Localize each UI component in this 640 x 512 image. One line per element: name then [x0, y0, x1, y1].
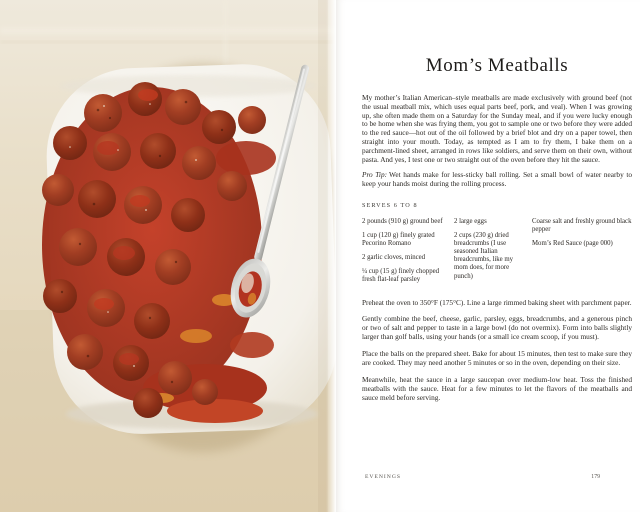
- recipe-intro: My mother’s Italian American–style meatballs are made exclusively with ground beef (not the usual meatball mix, which uses equal parts beef, pork, and veal). When I was growing up, she often made them on a Saturday for the Sunday meal, and if you were lucky enough to be home when she was frying them, you got to sample one or two before they were added to the red sauce—hot out of the oil followed by a brief blot and dry on a paper towel, then straight into your mouth. Today, as tempted as I am to fry them, I bake them on a parchment-lined sheet, arranged in rows like soldiers, and serve them on their own, without pasta. And yes, I test one or two straight out of the oven before they hit the sauce.: [362, 93, 632, 164]
- ingredient: 2 cups (230 g) dried breadcrumbs (I use seasoned Italian breadcrumbs, like my mom does, for more punch): [454, 232, 514, 280]
- ingredients-column-2: [454, 218, 524, 291]
- ingredients-grid: [362, 218, 632, 291]
- page-number: 179: [591, 474, 600, 480]
- ingredient: Mom’s Red Sauce (page 000): [532, 240, 613, 248]
- ingredient: 2 pounds (910 g) ground beef: [362, 217, 443, 225]
- method-step: Gently combine the beef, cheese, garlic, parsley, eggs, breadcrumbs, and a generous pinch or two of salt and pepper to taste in a large bowl (do not overmix). Form into balls slightly larger than golf balls, using your hands (or a small ice cream scoop, if you must).: [362, 314, 632, 342]
- ingredient: 2 garlic cloves, minced: [362, 254, 426, 262]
- ingredient: Coarse salt and freshly ground black pepper: [532, 217, 632, 234]
- method-step: Preheat the oven to 350°F (175°C). Line a large rimmed baking sheet with parchment paper.: [362, 297, 632, 307]
- ingredient: ¼ cup (15 g) finely chopped fresh flat-leaf parsley: [362, 268, 440, 284]
- ingredient: 2 large eggs: [454, 217, 487, 225]
- page-gutter: [318, 0, 336, 512]
- serves-line: SERVES 6 TO 8: [362, 201, 418, 209]
- text-column: [362, 0, 632, 403]
- method-steps: [362, 299, 632, 403]
- ingredients-column-1: [362, 218, 446, 291]
- method-step: Meanwhile, heat the sauce in a large saucepan over medium-low heat. Toss the finished meatballs with the sauce. Heat for a few minutes to let the flavors of the meatballs and sauce meld before serving.: [362, 374, 632, 402]
- ingredient: 1 cup (120 g) finely grated Pecorino Romano: [362, 232, 435, 248]
- recipe-title: Mom’s Meatballs: [425, 55, 569, 76]
- pro-tip-text: Wet hands make for less-sticky ball rolling. Set a small bowl of water nearby to keep your hands moist during the rolling process.: [362, 170, 632, 189]
- ingredients-column-3: [532, 218, 632, 291]
- method-step: Place the balls on the prepared sheet. Bake for about 15 minutes, then test to make sure they are cooked. They may need another 5 minutes or so in the oven, depending on their size.: [362, 349, 632, 368]
- chapter-running-foot: EVENINGS: [365, 474, 401, 480]
- recipe-page: [336, 0, 640, 512]
- recipe-pro-tip: [362, 171, 632, 189]
- pro-tip-label: Pro Tip:: [362, 170, 388, 180]
